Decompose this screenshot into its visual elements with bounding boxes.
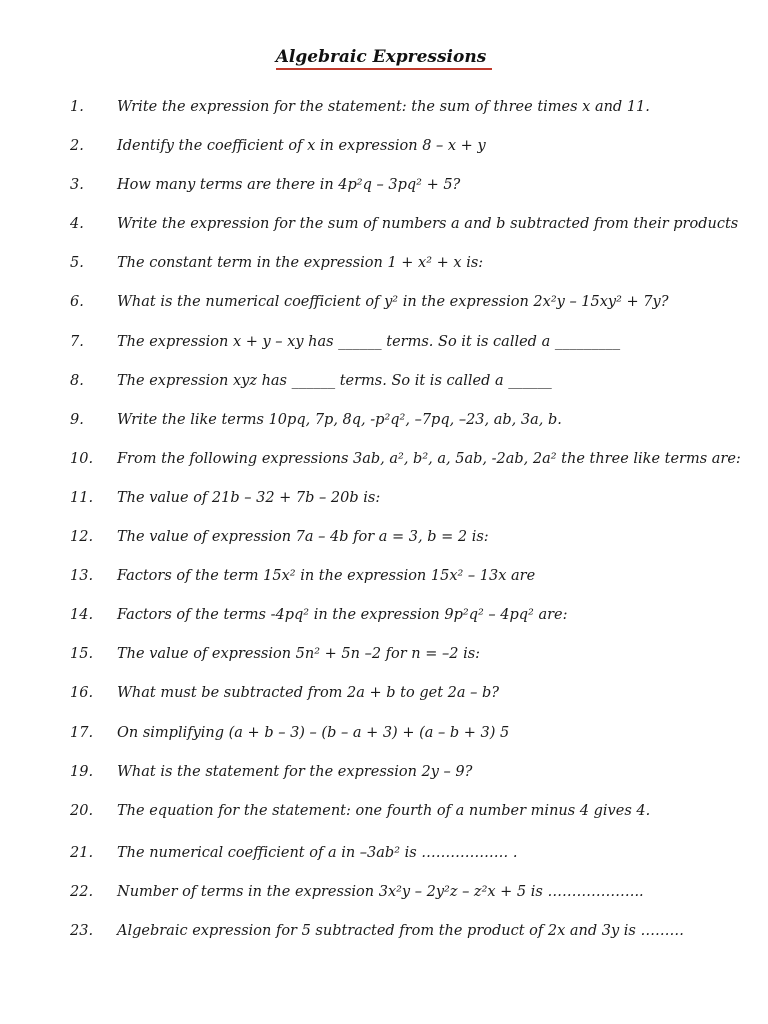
question-item — [0, 283, 768, 322]
question-text: The expression x + y – xy has ______ terms. So it is called a _________ — [117, 333, 621, 350]
question-number: 9. — [70, 411, 84, 428]
question-number: 13. — [70, 568, 94, 585]
question-number: 15. — [70, 646, 94, 663]
question-item — [0, 596, 768, 635]
question-item — [0, 440, 768, 479]
question-item — [0, 834, 768, 873]
question-text: Factors of the term 15x² in the expression 15x² – 13x are — [117, 568, 536, 585]
question-text: The equation for the statement: one fourth of a number minus 4 gives 4. — [117, 802, 651, 819]
question-item — [0, 88, 768, 127]
question-number: 1. — [70, 99, 84, 115]
question-text: What is the statement for the expression 2y – 9? — [117, 763, 473, 780]
question-text: The value of expression 7a – 4b for a = 3, b = 2 is: — [117, 529, 489, 546]
question-text: How many terms are there in 4p²q – 3pq² + 5? — [117, 177, 461, 194]
question-item — [0, 873, 768, 912]
question-text: From the following expressions 3ab, a², b², a, 5ab, -2ab, 2a² the three like terms are: — [117, 450, 741, 467]
question-item — [0, 753, 768, 792]
question-item — [0, 792, 768, 831]
question-text: The constant term in the expression 1 + x² + x is: — [117, 255, 484, 272]
question-text: The numerical coefficient of a in –3ab² is ……………… . — [117, 844, 518, 861]
question-text: The expression xyz has ______ terms. So it is called a ______ — [117, 372, 552, 389]
question-number: 2. — [70, 138, 84, 155]
question-text: Write the like terms 10pq, 7p, 8q, -p²q², –7pq, –23, ab, 3a, b. — [117, 411, 562, 428]
question-item — [0, 323, 768, 362]
question-item — [0, 244, 768, 283]
question-item — [0, 912, 768, 951]
question-item — [0, 479, 768, 518]
question-number: 8. — [70, 372, 84, 389]
question-item — [0, 401, 768, 440]
question-number: 16. — [70, 685, 94, 702]
question-text: Number of terms in the expression 3x²y – 2y²z – z²x + 5 is ……………….. — [117, 883, 644, 900]
question-text: Factors of the terms -4pq² in the expression 9p²q² – 4pq² are: — [117, 607, 568, 624]
question-text: The value of expression 5n² + 5n –2 for n = –2 is: — [117, 646, 481, 663]
question-item — [0, 362, 768, 401]
question-item — [0, 557, 768, 596]
question-number: 4. — [70, 216, 84, 233]
question-number: 10. — [70, 450, 94, 467]
question-text: Identify the coefficient of x in expression 8 – x + y — [117, 138, 486, 155]
question-number: 23. — [70, 922, 94, 939]
question-item — [0, 674, 768, 713]
question-item — [0, 205, 768, 244]
worksheet-title: Algebraic Expressions — [276, 46, 493, 70]
question-number: 7. — [70, 333, 84, 350]
question-number: 3. — [70, 177, 84, 194]
question-number: 20. — [70, 802, 94, 819]
question-number: 22. — [70, 883, 94, 900]
question-number: 12. — [70, 529, 94, 546]
question-text: Write the expression for the sum of numbers a and b subtracted from their products — [117, 216, 739, 233]
question-list — [0, 88, 768, 951]
question-text: What must be subtracted from 2a + b to get 2a – b? — [117, 685, 500, 702]
question-text: The value of 21b – 32 + 7b – 20b is: — [117, 489, 381, 506]
question-text: What is the numerical coefficient of y² in the expression 2x²y – 15xy² + 7y? — [117, 294, 669, 311]
question-item — [0, 127, 768, 166]
question-number: 19. — [70, 763, 94, 780]
question-number: 21. — [70, 844, 94, 861]
question-text: Write the expression for the statement: the sum of three times x and 11. — [117, 99, 650, 115]
question-number: 11. — [70, 489, 94, 506]
question-item — [0, 714, 768, 753]
question-number: 14. — [70, 607, 94, 624]
question-item — [0, 166, 768, 205]
question-number: 5. — [70, 255, 84, 272]
question-number: 6. — [70, 294, 84, 311]
question-item — [0, 518, 768, 557]
question-number: 17. — [70, 724, 94, 741]
title-container — [0, 46, 768, 70]
question-text: Algebraic expression for 5 subtracted from the product of 2x and 3y is ……… — [117, 922, 684, 939]
question-text: On simplifying (a + b – 3) – (b – a + 3) + (a – b + 3) 5 — [117, 724, 510, 741]
question-item — [0, 635, 768, 674]
